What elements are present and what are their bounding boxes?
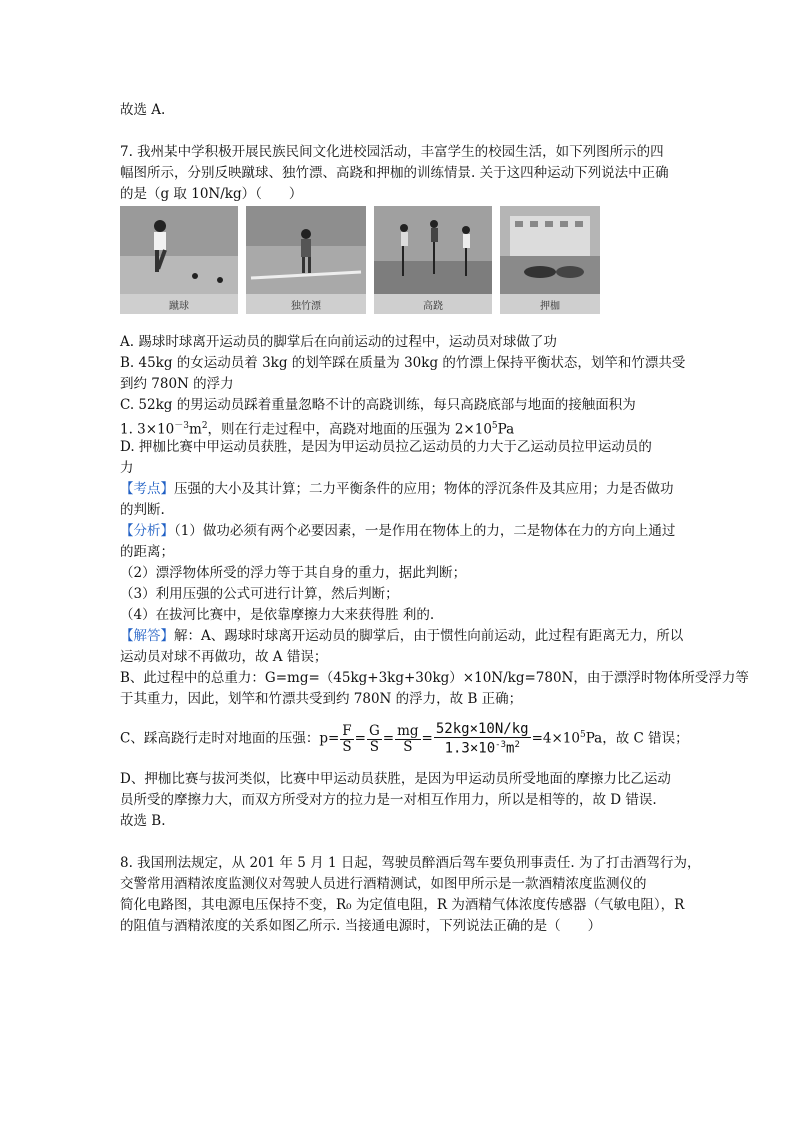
caption-bamboo-raft: 独竹漂 <box>291 301 321 312</box>
fenxi-line-4: （3）利用压强的公式可进行计算，然后判断； <box>120 586 399 602</box>
photo-bamboo-raft <box>246 206 366 314</box>
q7-option-b-line-1: B. 45kg 的女运动员着 3kg 的划竿踩在质量为 30kg 的竹漂上保持平衡状态，划竿和竹漂共受 <box>120 355 686 371</box>
jieda-tag: 【解答】 <box>120 628 174 644</box>
kaodian-line-2: 的判断. <box>120 502 165 518</box>
photo-kick-ball <box>120 206 238 314</box>
q8-stem-line-1: 8. 我国刑法规定，从 201 年 5 月 1 日起，驾驶员醉酒后驾车要负刑事责任. 为了打击酒驾行为， <box>120 855 701 871</box>
q7-option-b-line-2: 到约 780N 的浮力 <box>120 376 234 392</box>
jieda-line-3: B、此过程中的总重力：G=mg=（45kg+3kg+30kg）×10N/kg=780N，由于漂浮时物体所受浮力等 <box>120 670 749 686</box>
photo-yajia <box>500 206 600 314</box>
answer-d-line-2: 员所受的摩擦力大，而双方所受对方的拉力是一对相互作用力，所以是相等的，故 D 错误. <box>120 792 657 808</box>
fenxi-line-2: 的距离； <box>120 544 174 560</box>
jieda-line-1: 【解答】解：A、踢球时球离开运动员的脚掌后，由于惯性向前运动，此过程有距离无力，所以 <box>120 628 684 644</box>
q7-stem-line-3: 的是（g 取 10N/kg）（ ） <box>120 186 303 202</box>
jieda-line-4: 于其重力，因此，划竿和竹漂共受到约 780N 的浮力，故 B 正确； <box>120 691 523 707</box>
fraction-f-over-s: $\frac{F}{S}$ <box>342 722 352 755</box>
answer-d-line-1: D、押枷比赛与拔河类似，比赛中甲运动员获胜，是因为甲运动员所受地面的摩擦力比乙运动 <box>120 771 671 787</box>
previous-answer: 故选 A. <box>120 102 166 118</box>
q8-stem-line-2: 交警常用酒精浓度监测仪对驾驶人员进行酒精测试，如图甲所示是一款酒精浓度监测仪的 <box>120 876 647 892</box>
caption-kick-ball: 蹴球 <box>169 301 189 312</box>
q7-option-c-line-1: C. 52kg 的男运动员踩着重量忽略不计的高跷训练，每只高跷底部与地面的接触面积为 <box>120 397 636 413</box>
fenxi-line-1: 【分析】（1）做功必须有两个必要因素，一是作用在物体上的力，二是物体在力的方向上通过 <box>120 523 676 539</box>
photo-stilts <box>374 206 492 314</box>
fenxi-tag: 【分析】 <box>120 523 174 539</box>
jieda-line-2: 运动员对球不再做功，故 A 错误； <box>120 649 328 665</box>
fraction-numeric: $\frac{52kg\times 10N/kg}{1.3\times 10^{-3}m^2}$ <box>435 720 529 757</box>
fraction-g-over-s: $\frac{G}{S}$ <box>368 722 380 755</box>
q8-stem-line-3: 简化电路图，其电源电压保持不变，R₀ 为定值电阻，R 为酒精气体浓度传感器（气敏电阻），R <box>120 897 685 913</box>
fenxi-line-5: （4）在拔河比赛中，是依靠摩擦力大来获得胜 利的. <box>120 607 435 623</box>
q8-stem-line-4: 的阻值与酒精浓度的关系如图乙所示. 当接通电源时，下列说法正确的是（ ） <box>120 918 602 934</box>
q7-conclusion: 故选 B. <box>120 813 166 829</box>
q7-option-c-line-2: 1. $3\times 10^{-3}m^2$，则在行走过程中，高跷对地面的压强为 $2\times 10^5Pa$ <box>120 421 515 438</box>
q7-stem-line-2: 幅图所示，分别反映蹴球、独竹漂、高跷和押枷的训练情景. 关于这四种运动下列说法中正确 <box>120 165 669 181</box>
kaodian-line-1: 【考点】压强的大小及其计算；二力平衡条件的应用；物体的浮沉条件及其应用；力是否做功 <box>120 481 674 497</box>
pressure-formula: C、踩高跷行走时对地面的压强：p= $\frac{F}{S}$ = $\frac{G}{S}$ = $\frac{mg}{S}$ = $\frac{52kg\times 10N/kg}{1.3\times 10^{-3}m^2}$ $=4\times 10^5Pa$，故 C 错误； <box>120 720 689 757</box>
q7-stem-line-1: 7. 我州某中学积极开展民族民间文化进校园活动，丰富学生的校园生活，如下列图所示的四 <box>120 144 664 160</box>
fenxi-line-3: （2）漂浮物体所受的浮力等于其自身的重力，据此判断； <box>120 565 467 581</box>
kaodian-tag: 【考点】 <box>120 481 174 497</box>
q7-option-d-line-2: 力 <box>120 460 134 476</box>
q7-option-d-line-1: D. 押枷比赛中甲运动员获胜，是因为甲运动员拉乙运动员的力大于乙运动员拉甲运动员的 <box>120 439 652 455</box>
caption-yajia: 押枷 <box>540 301 560 312</box>
fraction-mg-over-s: $\frac{mg}{S}$ <box>397 722 419 755</box>
q7-photo-strip <box>120 206 600 314</box>
q7-option-a: A. 踢球时球离开运动员的脚掌后在向前运动的过程中，运动员对球做了功 <box>120 334 557 350</box>
caption-stilts: 高跷 <box>423 301 443 312</box>
